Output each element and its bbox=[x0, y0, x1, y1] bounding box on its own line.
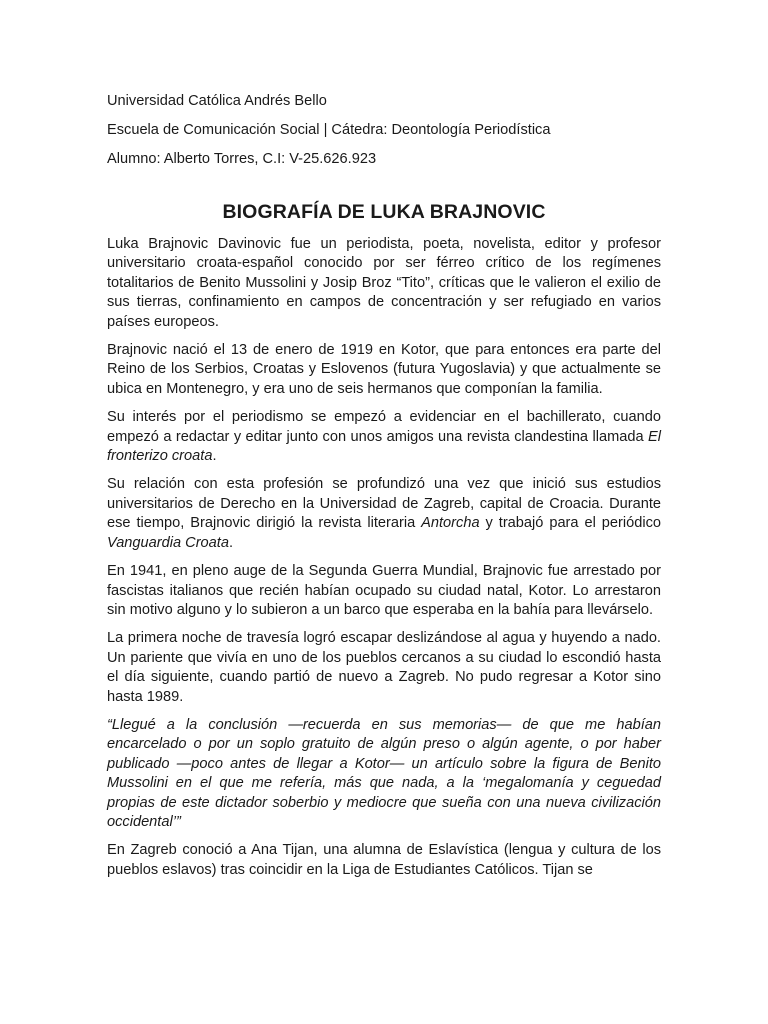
paragraph-intro: Luka Brajnovic Davinovic fue un periodista, poeta, novelista, editor y profesor universitario croata-español conocido por ser férreo crítico de los regímenes totalitarios de Benito Mussolini y Josip Broz “Tito”, críticas que le valieron el exilio de sus tierras, confinamiento en campos de concentración y ser refugiado en varios países europeos. bbox=[107, 236, 661, 330]
newspaper-title: Vanguardia Croata bbox=[107, 534, 229, 551]
paragraph-end: . bbox=[228, 534, 234, 551]
memoir-quote: “Llegué a la conclusión —recuerda en sus memorias— de que me habían encarcelado o por un soplo gratuito de algún preso o algún agente, o por haber publicado —poco antes de llegar a Kotor— un artículo sobre la figura de Benito Mussolini en el que me refería, más que nada, a la ‘megalomanía y ceguedad propias de este dictador soberbio y mediocre que sueña con una nueva civilización occidental’” bbox=[107, 716, 661, 830]
paragraph-arrest: En 1941, en pleno auge de la Segunda Guerra Mundial, Brajnovic fue arrestado por fascistas italianos que recién habían ocupado su ciudad natal, Kotor. Lo arrestaron sin motivo alguno y lo subieron a un barco que esperaba en la bahía para llevárselo. bbox=[107, 563, 661, 618]
student-info: Alumno: Alberto Torres, C.I: V-25.626.923 bbox=[107, 151, 377, 167]
magazine-title: Antorcha bbox=[421, 515, 480, 532]
paragraph-university bbox=[107, 475, 661, 553]
paragraph-birth: Brajnovic nació el 13 de enero de 1919 en Kotor, que para entonces era parte del Reino de los Serbios, Croatas y Eslovenos (futura Yugoslavia) y que actualmente se ubica en Montenegro, y era uno de seis hermanos que componían la familia. bbox=[107, 342, 661, 397]
paragraph-text: Su interés por el periodismo se empezó a evidenciar en el bachillerato, cuando empezó a redactar y editar junto con unos amigos una revista clandestina llamada bbox=[107, 409, 661, 445]
paragraph-end: . bbox=[212, 448, 217, 465]
paragraph-text: Su relación con esta profesión se profundizó una vez que inició sus estudios universitarios de Derecho en la Universidad de Zagreb, capital de Croacia. Durante ese tiempo, Brajnovic dirigió la revista literaria bbox=[107, 476, 661, 532]
paragraph-early-journalism bbox=[107, 408, 661, 466]
paragraph-middle: y trabajó para el periódico bbox=[479, 515, 662, 532]
document-title: BIOGRAFÍA DE LUKA BRAJNOVIC bbox=[222, 201, 546, 223]
paragraph-escape: La primera noche de travesía logró escapar deslizándose al agua y huyendo a nado. Un pariente que vivía en uno de los pueblos cercanos a su ciudad lo escondió hasta el día siguiente, cuando partió de nuevo a Zagreb. No pudo regresar a Kotor sino hasta 1989. bbox=[107, 630, 661, 705]
school-and-course: Escuela de Comunicación Social | Cátedra: Deontología Periodística bbox=[107, 122, 551, 138]
document-page bbox=[107, 91, 661, 889]
university-name: Universidad Católica Andrés Bello bbox=[107, 93, 327, 109]
paragraph-zagreb: En Zagreb conoció a Ana Tijan, una alumna de Eslavística (lengua y cultura de los pueblos eslavos) tras coincidir en la Liga de Estudiantes Católicos. Tijan se bbox=[107, 842, 661, 878]
magazine-title: El fronterizo croata bbox=[107, 428, 661, 465]
